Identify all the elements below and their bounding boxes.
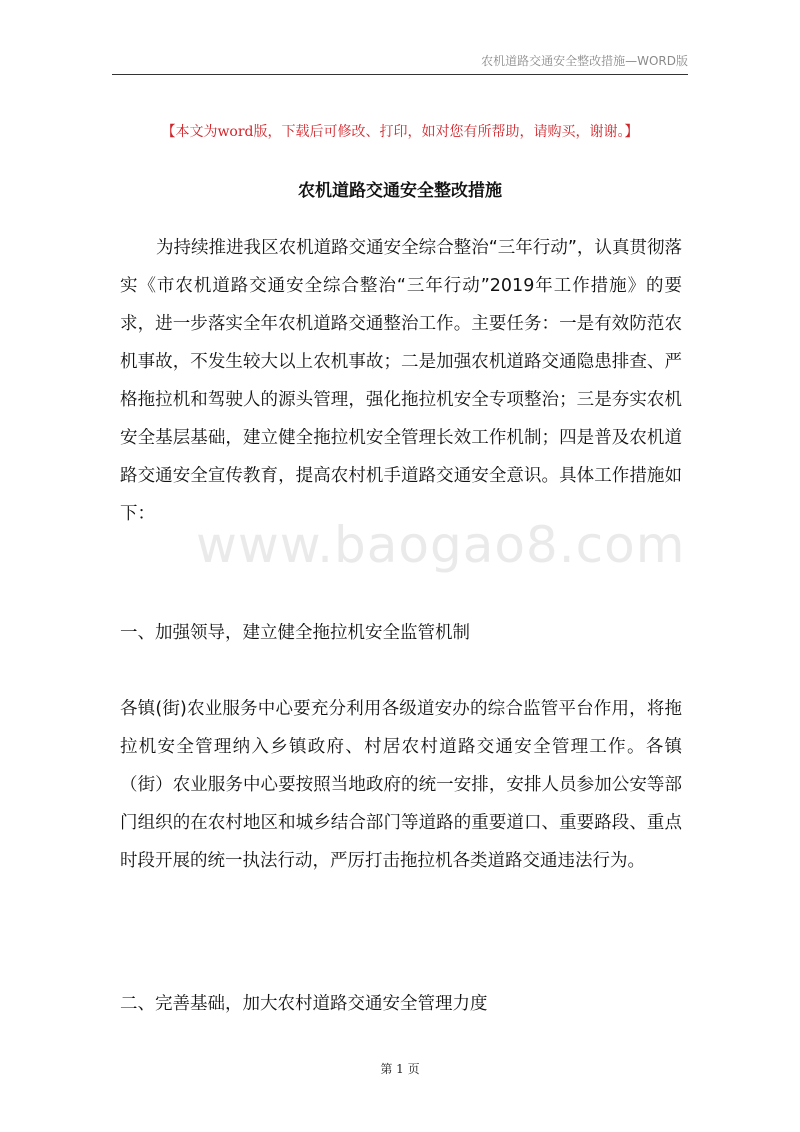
section-1-heading: 一、加强领导，建立健全拖拉机安全监管机制 (120, 623, 470, 643)
intro-paragraph: 为持续推进我区农机道路交通安全综合整治“三年行动”，认真贯彻落实《市农机道路交通安全综合整治“三年行动”2019年工作措施》的要求，进一步落实全年农机道路交通整治工作。主要任务：一是有效防范农机事故，不发生较大以上农机事故；二是加强农机道路交通隐患排查、严格拖拉机和驾驶人的源头管理，强化拖拉机安全专项整治；三是夯实农机安全基层基础，建立健全拖拉机安全管理长效工作机制；四是普及农机道路交通安全宣传教育，提高农村机手道路交通安全意识。具体工作措施如下： (120, 238, 682, 524)
section-1-body: 各镇(街)农业服务中心要充分利用各级道安办的综合监管平台作用，将拖拉机安全管理纳入乡镇政府、村居农村道路交通安全管理工作。各镇（街）农业服务中心要按照当地政府的统一安排，安排人员参加公安等部门组织的在农村地区和城乡结合部门等道路的重要道口、重要路段、重点时段开展的统一执法行动，严厉打击拖拉机各类道路交通违法行为。 (120, 699, 682, 871)
header-divider (112, 74, 688, 75)
page-number: 第 1 页 (380, 1062, 420, 1076)
running-header: 农机道路交通安全整改措施—WORD版 (481, 54, 688, 68)
purchase-notice: 【本文为word版，下载后可修改、打印，如对您有所帮助，请购买，谢谢。】 (161, 124, 639, 140)
site-watermark: www.baogao8.com (196, 516, 686, 574)
document-title: 农机道路交通安全整改措施 (298, 181, 502, 201)
section-2-heading: 二、完善基础，加大农村道路交通安全管理力度 (120, 994, 488, 1014)
